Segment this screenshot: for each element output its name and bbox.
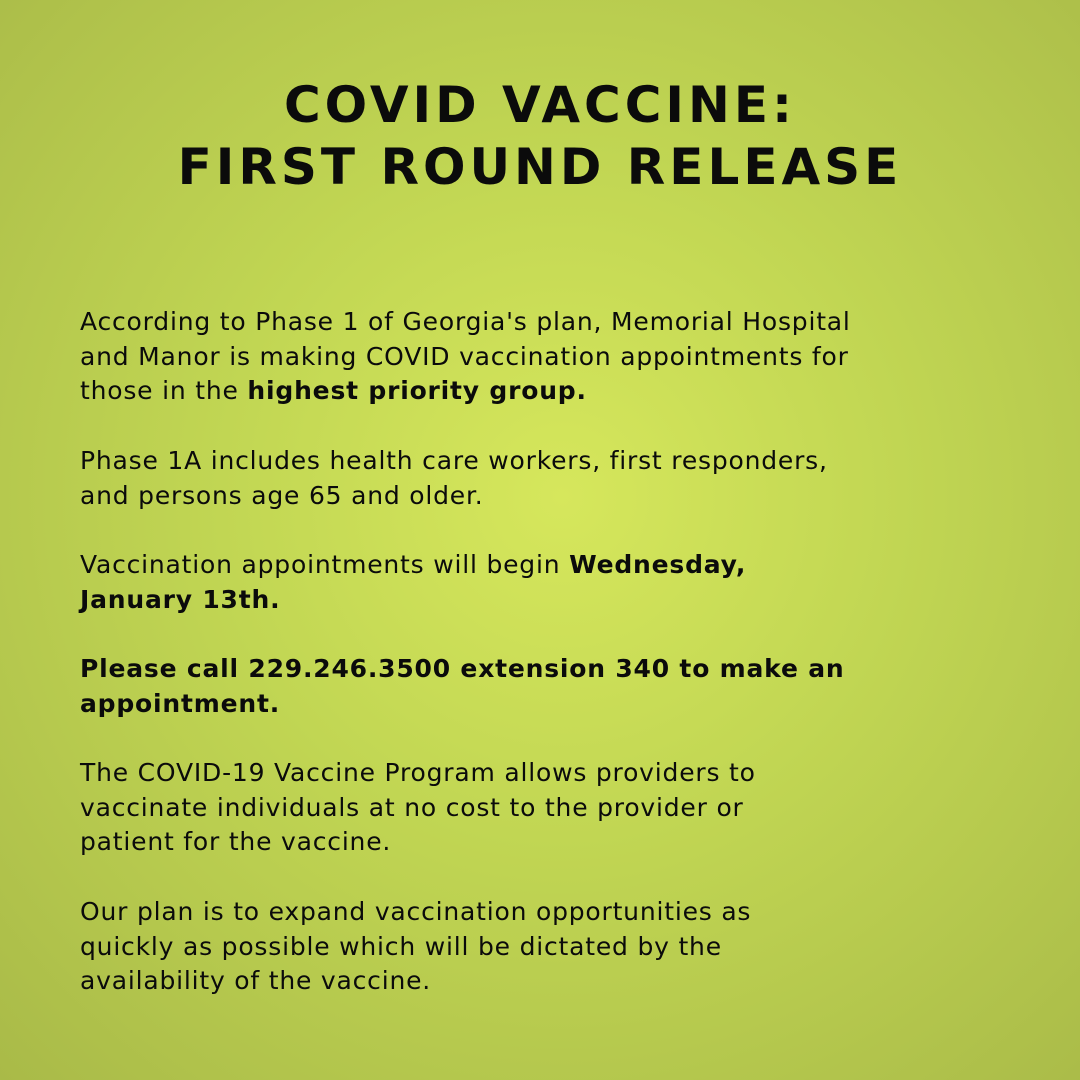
paragraph-line: According to Phase 1 of Georgia's plan, Memorial Hospital [80, 307, 851, 336]
paragraph-line: Please call 229.246.3500 extension 340 to make an [80, 653, 845, 683]
highlight-start-weekday: Wednesday, [569, 549, 747, 579]
paragraph-phase-1a [80, 444, 1020, 513]
paragraph-line: and persons age 65 and older. [80, 480, 484, 510]
paragraph-spacer [80, 513, 1020, 548]
title-line-2: FIRST ROUND RELEASE [177, 138, 903, 196]
paragraph-spacer [80, 860, 1020, 895]
paragraph-line: Phase 1A includes health care workers, first responders, [80, 445, 828, 475]
paragraph-call-to-action [80, 652, 1020, 721]
paragraph-line: availability of the vaccine. [80, 966, 432, 996]
paragraph-line: and Manor is making COVID vaccination appointments for [80, 341, 849, 371]
paragraph-line [80, 374, 1020, 409]
paragraph-spacer [80, 617, 1020, 652]
paragraph-spacer [80, 409, 1020, 444]
paragraph-line: vaccinate individuals at no cost to the provider or [80, 792, 744, 822]
paragraph-text: Vaccination appointments will begin [80, 549, 570, 579]
announcement-body [80, 305, 1020, 999]
paragraph-start-date [80, 548, 1020, 617]
paragraph-phase-1-plan [80, 305, 1020, 409]
paragraph-spacer [80, 721, 1020, 756]
paragraph-line: patient for the vaccine. [80, 827, 392, 857]
paragraph-vaccine-program [80, 756, 1020, 860]
paragraph-expansion-plan [80, 895, 1020, 999]
paragraph-line: Our plan is to expand vaccination opportunities as [80, 896, 752, 926]
highlight-start-date: January 13th. [80, 584, 281, 614]
paragraph-line: quickly as possible which will be dictated by the [80, 931, 722, 961]
paragraph-line [80, 548, 1020, 583]
paragraph-line: appointment. [80, 688, 281, 718]
paragraph-text: those in the [80, 376, 248, 406]
title-line-1: COVID VACCINE: [283, 76, 797, 134]
page-title [0, 74, 1080, 198]
paragraph-line: The COVID-19 Vaccine Program allows providers to [80, 758, 756, 788]
highlight-priority-group: highest priority group. [247, 376, 587, 406]
